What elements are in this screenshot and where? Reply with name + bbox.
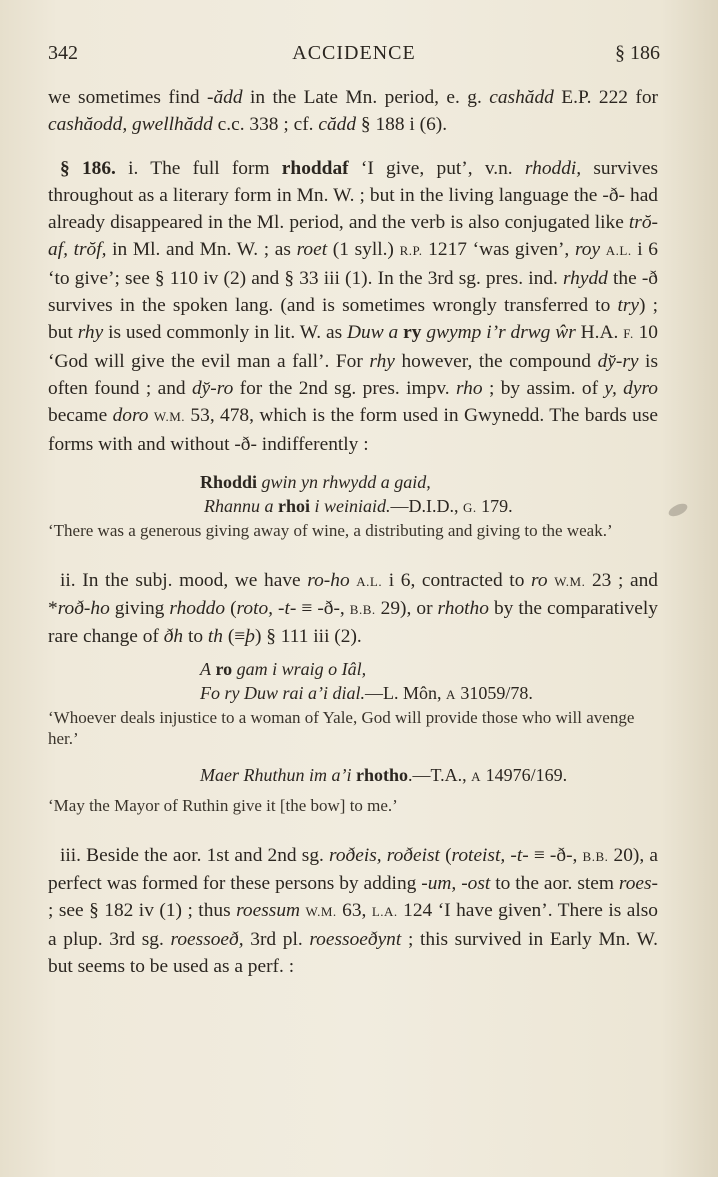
- text-run: rhoddaf: [281, 157, 349, 179]
- text-run: 10 ‘God will give the evil man a fall’. For: [48, 322, 658, 372]
- text-run: Duw a: [347, 322, 399, 344]
- text-run: however, the compound: [394, 350, 598, 372]
- text-run: —L. Môn,: [365, 682, 446, 703]
- text-run: i 6, contracted to: [382, 569, 532, 591]
- text-run: is used commonly in lit. W. as: [103, 322, 348, 344]
- text-run: roð-ho: [57, 598, 110, 620]
- quote-3-translation: [48, 795, 658, 816]
- text-run: ‘Whoever deals injustice to a woman of Yale, God will provide those who will avenge her.’: [48, 707, 635, 748]
- text-run: the -ð survives in the spoken lang. (and is sometimes wrongly transferred to: [48, 267, 658, 317]
- text-run: gwymp i’r drwg ŵr: [426, 322, 576, 344]
- text-run: i 6 ‘to give’; see § 110 iv (2) and § 33 iii (1). In the 3rd sg. pres. ind.: [48, 239, 658, 289]
- text-run: (≡: [223, 626, 246, 648]
- text-run: cădd: [318, 114, 357, 136]
- text-run: rhoddo: [169, 598, 226, 620]
- text-run: ≡ -ð-,: [296, 598, 350, 620]
- text-run: 31059/78.: [455, 682, 533, 703]
- text-run: þ: [245, 626, 255, 648]
- text-run: § 188 i (6).: [356, 114, 448, 136]
- page-body: [48, 84, 658, 980]
- quote-1-line-2: [48, 494, 658, 520]
- text-run: roto,: [236, 598, 273, 620]
- ink-smudge: [667, 501, 689, 519]
- text-run: rho: [455, 377, 483, 399]
- text-run: doro: [112, 405, 149, 427]
- text-run: ro-ho: [307, 569, 350, 591]
- text-run: 3rd pl.: [243, 928, 310, 950]
- text-run: i. The full form: [115, 157, 282, 179]
- text-run: L.A.: [371, 904, 398, 920]
- text-run: ) § 111 iii (2).: [254, 626, 362, 648]
- text-run: 179.: [476, 495, 513, 516]
- text-run: cashăodd, gwellhădd: [48, 114, 213, 136]
- text-run: B.B.: [582, 848, 609, 864]
- text-run: 20), a perfect was formed for these persons by adding: [48, 844, 658, 895]
- text-run: i weiniaid.: [314, 495, 391, 516]
- paragraph-186-iii: [48, 842, 658, 980]
- quote-2-line-2: [48, 681, 658, 707]
- text-run: -t-: [510, 844, 529, 866]
- text-run: W.M.: [153, 409, 186, 425]
- text-run: to: [183, 626, 208, 648]
- text-run: ≡ -ð-,: [528, 844, 583, 866]
- text-run: F.: [623, 326, 634, 342]
- text-run: y, dyro: [604, 377, 659, 399]
- text-run: roy: [574, 239, 601, 261]
- text-run: ii. In the subj. mood, we have: [60, 569, 308, 591]
- text-run: roessoeð,: [170, 928, 244, 950]
- text-run: A: [200, 658, 211, 679]
- quote-3-line-1: [48, 763, 658, 789]
- text-run: dy̆-ro: [191, 377, 234, 399]
- text-run: we sometimes find: [48, 87, 208, 108]
- text-run: 1217 ‘was given’,: [422, 239, 575, 261]
- quote-1-line-1: [48, 470, 658, 494]
- text-run: ðh: [163, 626, 184, 648]
- text-run: roðeis, roðeist: [329, 844, 440, 866]
- text-run: ro: [531, 569, 548, 591]
- quote-1-translation: [48, 520, 658, 541]
- text-run: rhy: [77, 322, 104, 344]
- text-run: ; by assim. of: [482, 377, 605, 399]
- text-run: cashădd: [489, 87, 554, 108]
- text-run: rhy: [369, 350, 395, 372]
- text-run: in Ml. and Mn. W. ; as: [106, 239, 297, 261]
- text-run: A.L.: [356, 573, 383, 589]
- text-run: .—T.A.,: [408, 764, 472, 785]
- text-run: W.M.: [554, 573, 586, 589]
- text-run: rhotho: [355, 764, 408, 785]
- text-run: Maer Rhuthun im a’i: [200, 764, 352, 785]
- text-run: roessum: [236, 900, 301, 922]
- text-run: ‘May the Mayor of Ruthin give it [the bow] to me.’: [48, 795, 398, 815]
- text-run: A: [471, 768, 482, 784]
- text-run: by the comparatively rare change of: [48, 598, 658, 648]
- text-run: Fo ry Duw rai a’i dial.: [200, 682, 365, 703]
- text-run: H.A.: [575, 322, 624, 344]
- text-run: 63,: [336, 900, 372, 922]
- text-run: th: [207, 626, 223, 648]
- page-number: 342: [48, 42, 78, 64]
- text-run: roessoeðynt: [309, 928, 402, 950]
- text-run: R.P.: [399, 243, 423, 259]
- text-run: ) ; but: [48, 295, 658, 344]
- quote-2-line-1: [48, 657, 658, 681]
- section-marker: § 186: [615, 42, 660, 64]
- text-run: rhoi: [278, 495, 311, 516]
- paragraph-186-ii: [48, 567, 658, 651]
- text-run: ; this survived in Early Mn. W. but seems to be used as a perf. :: [48, 928, 658, 977]
- text-run: E.P. 222 for: [553, 87, 658, 108]
- text-run: iii. Beside the aor. 1st and 2nd sg.: [60, 844, 330, 866]
- text-run: rhoddi,: [524, 157, 582, 179]
- text-run: § 186.: [60, 157, 116, 179]
- text-run: ; see § 182 iv (1) ; thus: [48, 900, 237, 922]
- text-run: 124 ‘I have given’. There is also a plup. 3rd sg.: [48, 900, 659, 950]
- text-run: survives throughout as a literary form in Mn. W. ; but in the living language the -ð- had already disappeared in the Ml. period, and the verb is also conjugated like: [48, 157, 659, 234]
- text-run: (: [225, 598, 237, 620]
- text-run: to the aor. stem: [490, 873, 619, 895]
- text-run: W.M.: [305, 904, 337, 920]
- text-run: gwin yn rhwydd a gaid,: [261, 471, 431, 492]
- text-run: -ădd: [207, 87, 243, 108]
- text-run: A: [446, 686, 456, 702]
- text-run: 29), or: [375, 598, 438, 620]
- text-run: gam i wraig o Iâl,: [236, 658, 367, 679]
- text-run: (1 syll.): [327, 239, 400, 261]
- text-run: roes-: [618, 873, 659, 895]
- running-header: [48, 42, 660, 70]
- paragraph-continuation: [48, 84, 658, 139]
- text-run: for the 2nd sg. pres. impv.: [233, 377, 456, 399]
- text-run: c.c. 338 ; cf.: [212, 114, 319, 136]
- text-run: roet: [296, 239, 328, 261]
- text-run: became: [48, 405, 113, 427]
- text-run: G.: [463, 499, 477, 515]
- text-run: ry: [403, 322, 422, 344]
- text-run: is often found ; and: [48, 350, 658, 399]
- text-run: -um, -ost: [421, 873, 491, 895]
- text-run: —D.I.D.,: [390, 495, 464, 516]
- text-run: giving: [109, 598, 170, 620]
- text-run: 14976/169.: [481, 764, 568, 785]
- text-run: try: [617, 295, 639, 317]
- text-run: A.L.: [605, 243, 632, 259]
- text-run: rhotho: [437, 598, 489, 620]
- text-run: rhydd: [562, 267, 608, 289]
- page-title: ACCIDENCE: [292, 42, 416, 64]
- text-run: in the Late Mn. period, e. g.: [242, 87, 490, 108]
- text-run: -t-: [278, 598, 297, 620]
- text-run: ‘I give, put’, v.n.: [348, 157, 525, 179]
- text-run: (: [439, 844, 452, 866]
- text-run: 23 ; and *: [48, 569, 659, 620]
- text-run: Rhannu a: [204, 495, 274, 516]
- quote-2-translation: [48, 707, 658, 749]
- paragraph-186-i: [48, 155, 658, 458]
- text-run: dy̆-ry: [597, 350, 639, 372]
- text-run: 53, 478, which is the form used in Gwynedd. The bards use forms with and without -ð- indifferently :: [48, 405, 658, 455]
- text-run: B.B.: [349, 602, 376, 618]
- text-run: trŏ-af, trŏf,: [48, 212, 658, 261]
- text-run: ro: [215, 658, 233, 679]
- text-run: Rhoddi: [200, 471, 258, 492]
- text-run: ‘There was a generous giving away of wine, a distributing and giving to the weak.’: [48, 520, 613, 540]
- text-run: roteist,: [451, 844, 506, 866]
